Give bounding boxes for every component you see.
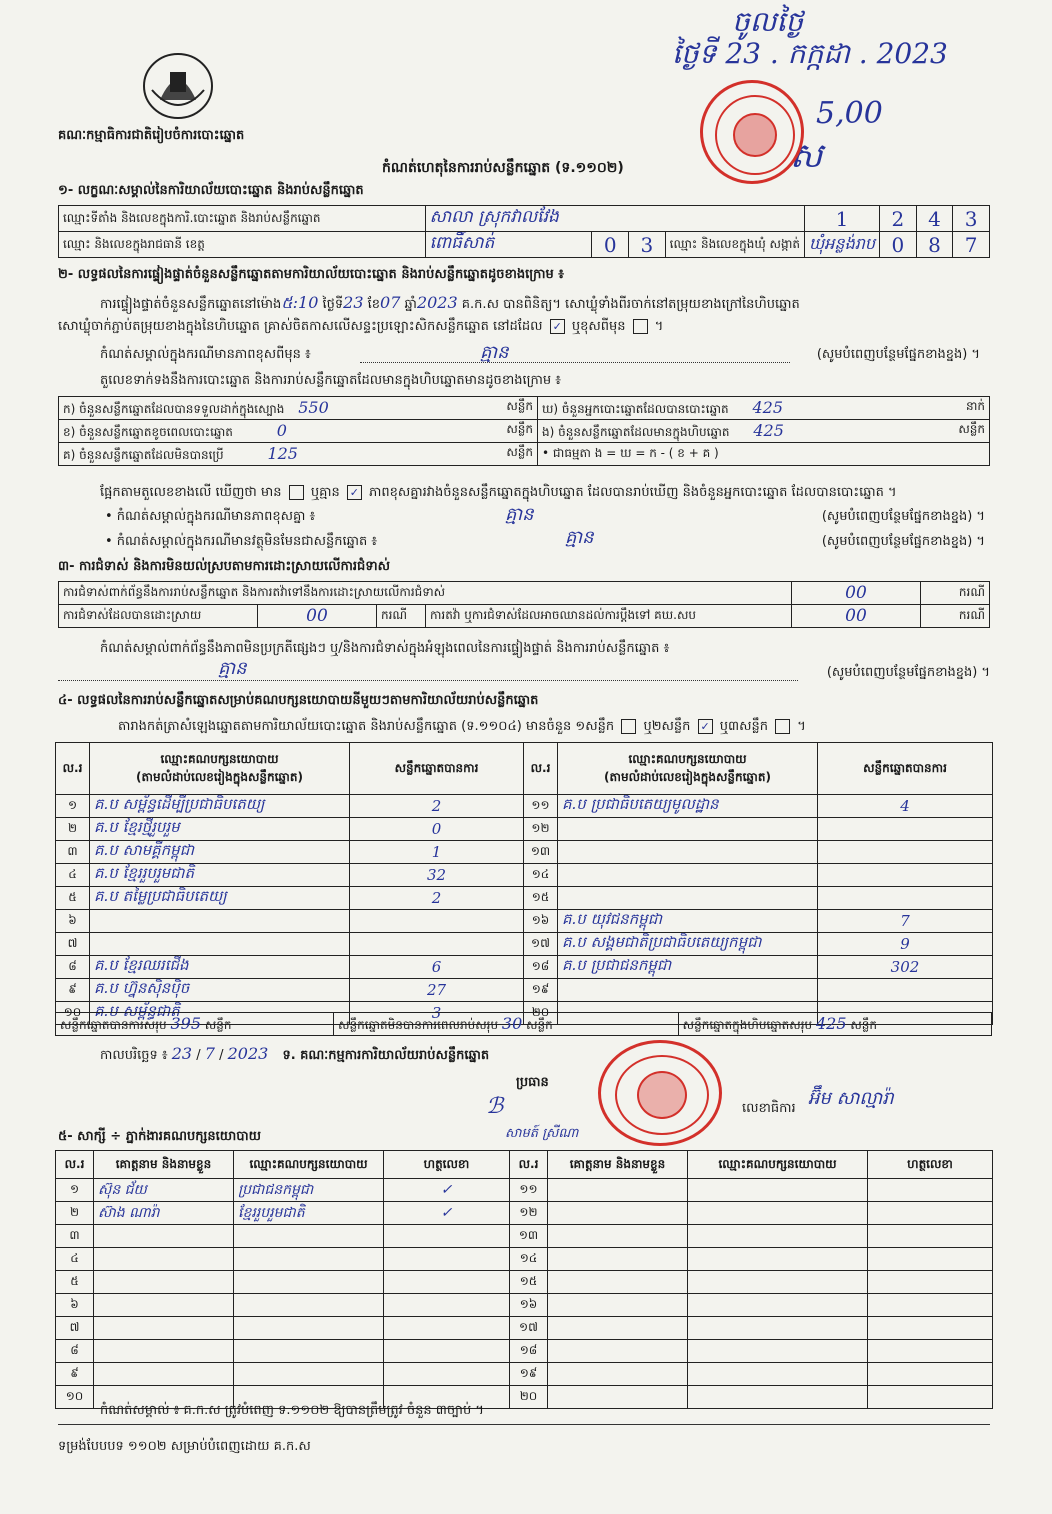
vote-count <box>818 887 993 910</box>
no: ១៦ <box>510 1294 548 1317</box>
commune-value: ឃុំអន្លង់រាប <box>805 232 880 258</box>
witness-signature <box>868 1225 993 1248</box>
appeal-value: 00 <box>792 605 921 628</box>
witness-signature <box>384 1271 510 1294</box>
vote-count: 1 <box>350 841 524 864</box>
party-name <box>558 818 818 841</box>
no: ២ <box>56 1202 94 1225</box>
resolved-value: 00 <box>258 605 377 628</box>
section3-note-value: គ្មាន <box>218 658 247 679</box>
count-value: 425 <box>753 420 784 440</box>
no-discrepancy-checkbox[interactable]: ✓ <box>347 485 362 500</box>
vote-count: 4 <box>818 795 993 818</box>
province-digit: 0 <box>592 232 629 258</box>
table-row <box>56 864 993 887</box>
note2-line: • កំណត់សម្គាល់ក្នុងករណីមានភាពខុសគ្នា ៖ គ្មាន (សូមបំពេញបន្ថែមផ្នែកខាងខ្នង) ។ <box>105 508 985 527</box>
witness-name <box>548 1225 688 1248</box>
section2-title: ២- លទ្ធផលនៃការផ្ទៀងផ្ទាត់ចំនួនសន្លឹកឆ្នោតតាមការិយាល័យបោះឆ្នោត និងរាប់សន្លឹកឆ្នោតដូចខាងក្រោម ៖ <box>58 267 564 282</box>
party-name: គ.ប ហ្វ៊ុនស៊ិនប៉ិច <box>90 979 350 1002</box>
party-name: គ.ប សម្ព័ន្ធដើម្បីប្រជាធិបតេយ្យ <box>90 795 350 818</box>
witness-party <box>688 1225 868 1248</box>
note2-value: គ្មាន <box>505 504 534 525</box>
chair-label: ប្រធាន <box>516 1075 549 1090</box>
no: ១៣ <box>524 841 558 864</box>
witness-signature <box>384 1363 510 1386</box>
handwritten-received: ចូលថ្ងៃ <box>732 5 804 38</box>
objection-table: ការជំទាស់ពាក់ព័ន្ធនឹងការរាប់សន្លឹកឆ្នោត និងការតវ៉ាទៅនឹងការដោះស្រាយលើការជំទាស់ 00 ករណី ការជំទាស់ដែលបានដោះស្រាយ 00 ករណី ការតវ៉ា ឬការជំទាស់ដែលអាចឈានដល់ការប្ដឹងទៅ គឃ.សប 00 ករណី <box>58 581 990 628</box>
no: ៥ <box>56 1271 94 1294</box>
verification-line: ការផ្ទៀងផ្ទាត់ចំនួនសន្លឹកឆ្នោតនៅម៉ោង៥:10 ថ្ងៃទី23 ខែ07 ឆ្នាំ2023 គ.ក.ស បានពិនិត្យ។ សោឃ្លុំទាំងពីរចាក់នៅតម្រុយខាងក្រៅនៃហិបឆ្នោត <box>100 293 800 312</box>
resolved-label: ការជំទាស់ដែលបានដោះស្រាយ <box>59 605 258 628</box>
no: ២ <box>56 818 90 841</box>
no: ៨ <box>56 1340 94 1363</box>
party-name <box>558 841 818 864</box>
verify-time: ៥:10 <box>281 293 319 312</box>
commune-digit: 8 <box>916 232 953 258</box>
witness-signature <box>868 1179 993 1202</box>
witness-party <box>688 1363 868 1386</box>
vote-count: 2 <box>350 887 524 910</box>
no: ២០ <box>510 1386 548 1409</box>
no: ៤ <box>56 1248 94 1271</box>
witness-party <box>234 1271 384 1294</box>
document-page: គណៈកម្មាធិការជាតិរៀបចំការបោះឆ្នោត ចូលថ្ងៃ ថ្ងៃទី 23 . កក្កដា . 2023 5,00 ស កំណត់ហេតុនៃការរាប់សន្លឹកឆ្នោត (ទ.១១០២) ១- លក្ខណៈសម្គាល់នៃការិយាល័យបោះឆ្នោត និងរាប់សន្លឹកឆ្នោត ឈ្មោះទីតាំង និងលេខក្នុងការិ.បោះឆ្នោត និងរាប់សន្លឹកឆ្នោត សាលា ស្រុកវាលវែង 1 2 4 3 ឈ្មោះ និងលេខក្នុងរាជធានី ខេត្ត ពោធិ៍សាត់ 0 3 ឈ្មោះ និងលេខក្នុងឃុំ សង្កាត់ ឃុំអន្លង់រាប 0 8 7 ២- លទ្ធផលនៃការផ្ទៀងផ្ទាត់ចំនួនសន្លឹកឆ្នោតតាមការិយាល័យបោះឆ្នោត និងរាប់សន្លឹកឆ្នោតដូចខាងក្រោម ៖ ការផ្ទៀងផ្ទាត់ចំនួនសន្លឹកឆ្នោតនៅម៉ោង៥:10 ថ្ងៃទី23 ខែ07 ឆ្នាំ2023 គ.ក.ស បានពិនិត្យ។ សោឃ្លុំទាំងពីរចាក់នៅតម្រុយខាងក្រៅនៃហិបឆ្នោត សោឃ្លុំចាក់ភ្ជាប់តម្រុយខាងក្នុងនៃហិបឆ្នោត គ្រាស់ចិតកាសលើសន្ទះប្រឡោះសិកសន្លឹកឆ្នោត នៅដដែល ✓ ឬខុសពីមុន ។ កំណត់សម្គាល់ក្នុងករណីមានភាពខុសពីមុន ៖ គ្មាន (សូមបំពេញបន្ថែមផ្នែកខាងខ្នង) ។ តួលេខទាក់ទងនឹងការបោះឆ្នោត និងការរាប់សន្លឹកឆ្នោតដែលមានក្នុងហិបឆ្នោតមានដូចខាងក្រោម ៖ ក) ចំនួនសន្លឹកឆ្នោតដែលបានទទួលដាក់ក្នុងស្បោង 550 សន្លឹក ឃ) ចំនួនអ្នកបោះឆ្នោតដែលបានបោះឆ្នោត 425 នាក់ ខ) ចំនួនសន្លឹកឆ្នោតខូចពេលបោះឆ្នោត 0 សន្លឹក ង) ចំនួនសន្លឹកឆ្នោតដែលមានក្នុងហិបឆ្នោត 425 សន្លឹក គ) ចំនួនសន្លឹកឆ្នោតដែលមិនបានប្រើ 125 សន្លឹក • ជាធម្មតា ង = ឃ = ក - ( ខ + គ ) ផ្អែកតាមតួលេខខាងលើ ឃើញថា មាន ឬគ្មាន ✓ ភាពខុសគ្នារវាងចំនួនសន្លឹកឆ្នោតក្នុងហិបឆ្នោត ដែលបានរាប់ឃើញ និងចំនួនអ្នកបោះឆ្នោត ដែលបានបោះឆ្នោត ។ • កំណត់សម្គាល់ក្នុងករណីមានភាពខុសគ្នា ៖ គ្មាន (សូមបំពេញបន្ថែមផ្នែកខាងខ្នង) ។ • កំណត់សម្គាល់ក្នុងករណីមានវត្ថុមិនមែនជាសន្លឹកឆ្នោត ៖ គ្មាន (សូមបំពេញបន្ថែមផ្នែកខាងខ្នង) ។ ៣- ការជំទាស់ និងការមិនយល់ស្របតាមការដោះស្រាយលើការជំទាស់ ការជំទាស់ពាក់ព័ន្ធនឹងការរាប់សន្លឹកឆ្នោត និងការតវ៉ាទៅនឹងការដោះស្រាយលើការជំទាស់ 00 ករណី ការជំទាស់ដែលបានដោះស្រាយ 00 ករណី ការតវ៉ា ឬការជំទាស់ដែលអាចឈានដល់ការប្ដឹងទៅ គឃ.សប 00 ករណី កំណត់សម្គាល់ពាក់ព័ន្ធនឹងភាពមិនប្រក្រតីផ្សេងៗ ឬ/និងការជំទាស់ក្នុងអំឡុងពេលនៃការផ្ទៀងផ្ទាត់ និងការរាប់សន្លឹកឆ្នោត ៖ គ្មាន (សូមបំពេញបន្ថែមផ្នែកខាងខ្នង) ។ ៤- លទ្ធផលនៃការរាប់សន្លឹកឆ្នោតសម្រាប់គណបក្សនយោបាយនីមួយៗតាមការិយាល័យរាប់សន្លឹកឆ្នោត តារាងកត់ត្រាសំឡេងឆ្នោតតាមការិយាល័យបោះឆ្នោត និងរាប់សន្លឹកឆ្នោត (ទ.១១០៤) មានចំនួន ១សន្លឹក ឬ២សន្លឹក ✓ ឬ៣សន្លឹក ។ ល.រ ឈ្មោះគណបក្សនយោបាយ (តាមលំដាប់លេខរៀងក្នុងសន្លឹកឆ្នោត) សន្លឹកឆ្នោតបានការ ល.រ ឈ្មោះគណបក្សនយោបាយ (តាមលំដាប់លេខរៀងក្នុងសន្លឹកឆ្នោត) សន្លឹកឆ្នោតបានការ ១ គ.ប សម្ព័ន្ធដើម្បីប្រជាធិបតេយ្យ 2 ១១ គ.ប ប្រជាធិបតេយ្យមូលដ្ឋាន 4 ២ គ.ប ខ្មែរថ្មីរួបរួម 0 ១២ ៣ គ.ប សាមគ្គីកម្ពុជា 1 ១៣ ៤ គ.ប ខ្មែររួបរួមជាតិ 32 ១៤ ៥ គ.ប តម្លៃប្រជាធិបតេយ្យ 2 ១៥ ៦ ១៦ គ.ប យុវជនកម្ពុជា 7 ៧ ១៧ គ.ប សង្គមជាតិប្រជាធិបតេយ្យកម្ពុជា 9 ៨ គ.ប ខ្មែរឈរជើង 6 ១៨ គ.ប ប្រជាជនកម្ពុជា 302 ៩ គ.ប ហ្វ៊ុនស៊ិនប៉ិច 27 ១៩ ១០ គ.ប សម្ព័ន្ធជាតិ 3 ២០ សន្លឹកឆ្នោតបានការសរុប 395 សន្លឹក សន្លឹកឆ្នោតមិនបានការពេលរាប់សរុប 30 សន្លឹក សន្លឹកឆ្នោតក្នុងហិបឆ្នោតសរុប 425 សន្លឹក កាលបរិច្ឆេទ ៖ 23 / 7 / 2023 ទ. គណៈកម្មការការិយាល័យរាប់សន្លឹកឆ្នោត ប្រធាន ℬ សាមត៍ ស្រីណា លេខាធិការ អ៊ឹម សាល្មារ៉ា ៥- សាក្សី ÷ ភ្នាក់ងារគណបក្សនយោបាយ ល.រ គោត្តនាម និងនាមខ្លួន ឈ្មោះគណបក្សនយោបាយ ហត្ថលេខា ល.រ គោត្តនាម និងនាមខ្លួន ឈ្មោះគណបក្សនយោបាយ ហត្ថលេខា ១ ស៊ុន ជ័យ ប្រជាជនកម្ពុជា ✓ ១១ ២ ស៊ាង ណារ៉ា ខ្មែររួបរួមជាតិ ✓ ១២ ៣ ១៣ ៤ ១៤ ៥ ១៥ ៦ ១៦ ៧ ១៧ ៨ ១៨ ៩ ១៩ ១០ ២០ កំណត់សម្គាល់ ៖ គ.ក.ស ត្រូវបំពេញ ទ.១១០២ ឱ្យបានត្រឹមត្រូវ ចំនួន ៣ច្បាប់ ។ ទម្រង់បែបបទ ១១០២ សម្រាប់បំពេញដោយ គ.ក.ស <box>0 0 1052 1514</box>
no: ៧ <box>56 933 90 956</box>
section4-title: ៤- លទ្ធផលនៃការរាប់សន្លឹកឆ្នោតសម្រាប់គណបក្សនយោបាយនីមួយៗតាមការិយាល័យរាប់សន្លឹកឆ្នោត <box>58 693 539 708</box>
witness-party <box>688 1179 868 1202</box>
witness-name <box>94 1363 234 1386</box>
witness-party <box>234 1363 384 1386</box>
secretary-label: លេខាធិការ <box>742 1101 796 1116</box>
witness-signature <box>868 1363 993 1386</box>
section1-title: ១- លក្ខណៈសម្គាល់នៃការិយាល័យបោះឆ្នោត និងរាប់សន្លឹកឆ្នោត <box>58 183 364 198</box>
count-value: 0 <box>276 420 287 440</box>
committee-stamp-icon <box>598 1040 722 1146</box>
table-row <box>56 956 993 979</box>
commune-digit: 0 <box>880 232 917 258</box>
no: ១៩ <box>510 1363 548 1386</box>
no: ១ <box>56 1179 94 1202</box>
nec-emblem-icon <box>140 50 216 122</box>
witness-signature <box>384 1294 510 1317</box>
note1-value: គ្មាន <box>480 342 509 363</box>
same-checkbox[interactable]: ✓ <box>550 319 565 334</box>
objection-value: 00 <box>792 582 921 605</box>
secretary-name: អ៊ឹម សាល្មារ៉ា <box>808 1088 894 1109</box>
party-name: គ.ប សម្ព័ន្ធជាតិ <box>90 1002 350 1025</box>
vote-count <box>818 864 993 887</box>
no: ១៦ <box>524 910 558 933</box>
province-label: ឈ្មោះ និងលេខក្នុងរាជធានី ខេត្ត <box>59 232 426 258</box>
chair-name: សាមត៍ ស្រីណា <box>505 1126 579 1141</box>
form-title: កំណត់ហេតុនៃការរាប់សន្លឹកឆ្នោត (ទ.១១០២) <box>382 160 624 176</box>
witness-name <box>94 1340 234 1363</box>
no: ១៧ <box>524 933 558 956</box>
no: ១៨ <box>524 956 558 979</box>
committee-name: គណៈកម្មាធិការជាតិរៀបចំការបោះឆ្នោត <box>58 128 245 143</box>
objection-label: ការជំទាស់ពាក់ព័ន្ធនឹងការរាប់សន្លឹកឆ្នោត និងការតវ៉ាទៅនឹងការដោះស្រាយលើការជំទាស់ <box>59 582 792 605</box>
no: ៥ <box>56 887 90 910</box>
witness-party <box>688 1248 868 1271</box>
vote-count: 7 <box>818 910 993 933</box>
party-name: គ.ប ប្រជាជនកម្ពុជា <box>558 956 818 979</box>
witness-name: ស៊ុន ជ័យ <box>94 1179 234 1202</box>
signature-date-line: កាលបរិច្ឆេទ ៖ 23 / 7 / 2023 ទ. គណៈកម្មការការិយាល័យរាប់សន្លឹកឆ្នោត <box>100 1044 490 1063</box>
party-name <box>558 864 818 887</box>
witness-name <box>548 1363 688 1386</box>
no: ១៧ <box>510 1317 548 1340</box>
witness-name <box>548 1248 688 1271</box>
handwritten-initials: ស <box>790 136 823 176</box>
sign-year: 2023 <box>227 1044 269 1063</box>
vote-count: 27 <box>350 979 524 1002</box>
party-name <box>90 910 350 933</box>
no: ២០ <box>524 1002 558 1025</box>
witness-name <box>548 1179 688 1202</box>
table-row <box>56 841 993 864</box>
verify-year: 2023 <box>416 293 458 312</box>
no: ១០ <box>56 1002 90 1025</box>
section5-title: ៥- សាក្សី ÷ ភ្នាក់ងារគណបក្សនយោបាយ <box>58 1129 261 1144</box>
no: ៣ <box>56 841 90 864</box>
witness-name <box>94 1248 234 1271</box>
witness-party <box>234 1340 384 1363</box>
sign-day: 23 <box>171 1044 193 1063</box>
location-value: សាលា ស្រុកវាលវែង <box>425 206 804 232</box>
location-digit: 4 <box>916 206 953 232</box>
section3-note: កំណត់សម្គាល់ពាក់ព័ន្ធនឹងភាពមិនប្រក្រតីផ្សេងៗ ឬ/និងការជំទាស់ក្នុងអំឡុងពេលនៃការផ្ទៀងផ្ទាត់ និងការរាប់សន្លឹកឆ្នោត ៖ <box>100 641 670 656</box>
party-name <box>90 933 350 956</box>
witness-signature <box>384 1317 510 1340</box>
witness-signature <box>384 1340 510 1363</box>
chair-signature: ℬ <box>486 1094 504 1119</box>
table-row <box>56 1248 993 1271</box>
has-discrepancy-checkbox[interactable] <box>289 485 304 500</box>
witness-name <box>548 1294 688 1317</box>
vote-count: 32 <box>350 864 524 887</box>
two-sheet-checkbox[interactable]: ✓ <box>698 719 713 734</box>
witness-signature <box>384 1248 510 1271</box>
verify-month: 07 <box>380 293 401 312</box>
section1-table <box>58 205 990 258</box>
witness-party <box>234 1248 384 1271</box>
no: ១០ <box>56 1386 94 1409</box>
party-name: គ.ប យុវជនកម្ពុជា <box>558 910 818 933</box>
results-table: ល.រ ឈ្មោះគណបក្សនយោបាយ (តាមលំដាប់លេខរៀងក្នុងសន្លឹកឆ្នោត) សន្លឹកឆ្នោតបានការ ល.រ ឈ្មោះគណបក្សនយោបាយ (តាមលំដាប់លេខរៀងក្នុងសន្លឹកឆ្នោត) សន្លឹកឆ្នោតបានការ ១ គ.ប សម្ព័ន្ធដើម្បីប្រជាធិបតេយ្យ 2 ១១ គ.ប ប្រជាធិបតេយ្យមូលដ្ឋាន 4 ២ គ.ប ខ្មែរថ្មីរួបរួម 0 ១២ ៣ គ.ប សាមគ្គីកម្ពុជា 1 ១៣ ៤ គ.ប ខ្មែររួបរួមជាតិ 32 ១៤ ៥ គ.ប តម្លៃប្រជាធិបតេយ្យ 2 ១៥ ៦ ១៦ គ.ប យុវជនកម្ពុជា 7 ៧ ១៧ គ.ប សង្គមជាតិប្រជាធិបតេយ្យកម្ពុជា 9 ៨ គ.ប ខ្មែរឈរជើង 6 ១៨ គ.ប ប្រជាជនកម្ពុជា 302 ៩ គ.ប ហ្វ៊ុនស៊ិនប៉ិច 27 ១៩ ១០ គ.ប សម្ព័ន្ធជាតិ 3 ២០ <box>55 742 993 1025</box>
no: ១២ <box>510 1202 548 1225</box>
table-row <box>56 1363 993 1386</box>
party-name <box>558 887 818 910</box>
witness-table: ល.រ គោត្តនាម និងនាមខ្លួន ឈ្មោះគណបក្សនយោបាយ ហត្ថលេខា ល.រ គោត្តនាម និងនាមខ្លួន ឈ្មោះគណបក្សនយោបាយ ហត្ថលេខា ១ ស៊ុន ជ័យ ប្រជាជនកម្ពុជា ✓ ១១ ២ ស៊ាង ណារ៉ា ខ្មែររួបរួមជាតិ ✓ ១២ ៣ ១៣ ៤ ១៤ ៥ ១៥ ៦ ១៦ ៧ ១៧ ៨ ១៨ ៩ ១៩ ១០ ២០ <box>55 1150 993 1409</box>
commune-digit: 7 <box>953 232 990 258</box>
witness-signature: ✓ <box>384 1202 510 1225</box>
witness-party <box>234 1294 384 1317</box>
no: ១៨ <box>510 1340 548 1363</box>
no: ១១ <box>510 1179 548 1202</box>
province-digit: 3 <box>629 232 666 258</box>
witness-party <box>234 1225 384 1248</box>
no: ១១ <box>524 795 558 818</box>
no: ១២ <box>524 818 558 841</box>
commune-label: ឈ្មោះ និងលេខក្នុងឃុំ សង្កាត់ <box>665 232 804 258</box>
totals-table: សន្លឹកឆ្នោតបានការសរុប 395 សន្លឹក សន្លឹកឆ្នោតមិនបានការពេលរាប់សរុប 30 សន្លឹក សន្លឹកឆ្នោតក្នុងហិបឆ្នោតសរុប 425 សន្លឹក <box>55 1012 992 1036</box>
vote-count: 2 <box>350 795 524 818</box>
party-name: គ.ប ខ្មែររួបរួមជាតិ <box>90 864 350 887</box>
table-row <box>56 1340 993 1363</box>
no: ៩ <box>56 979 90 1002</box>
location-digit: 1 <box>805 206 880 232</box>
counts-intro: តួលេខទាក់ទងនឹងការបោះឆ្នោត និងការរាប់សន្លឹកឆ្នោតដែលមានក្នុងហិបឆ្នោតមានដូចខាងក្រោម ៖ <box>100 373 561 388</box>
table-row <box>56 1179 993 1202</box>
tally-sheet-line: តារាងកត់ត្រាសំឡេងឆ្នោតតាមការិយាល័យបោះឆ្នោត និងរាប់សន្លឹកឆ្នោត (ទ.១១០៤) មានចំនួន ១សន្លឹក ឬ២សន្លឹក ✓ ឬ៣សន្លឹក ។ <box>118 719 806 734</box>
handwritten-date: ថ្ងៃទី 23 . កក្កដា . 2023 <box>672 37 948 70</box>
count-value: 550 <box>298 397 329 417</box>
witness-signature <box>868 1248 993 1271</box>
table-row <box>56 1294 993 1317</box>
total-valid: 395 <box>170 1013 202 1033</box>
witness-party <box>688 1271 868 1294</box>
vote-count <box>350 933 524 956</box>
vote-count: 6 <box>350 956 524 979</box>
table-row <box>56 818 993 841</box>
one-sheet-checkbox[interactable] <box>621 719 636 734</box>
witness-signature <box>868 1340 993 1363</box>
table-row <box>56 795 993 818</box>
discrepancy-line: ផ្អែកតាមតួលេខខាងលើ ឃើញថា មាន ឬគ្មាន ✓ ភាពខុសគ្នារវាងចំនួនសន្លឹកឆ្នោតក្នុងហិបឆ្នោត ដែលបានរាប់ឃើញ និងចំនួនអ្នកបោះឆ្នោត ដែលបានបោះឆ្នោត ។ <box>100 485 897 500</box>
witness-signature <box>868 1294 993 1317</box>
province-value: ពោធិ៍សាត់ <box>425 232 592 258</box>
vote-count: 0 <box>350 818 524 841</box>
witness-party <box>688 1202 868 1225</box>
table-row <box>56 933 993 956</box>
party-name <box>558 979 818 1002</box>
table-row <box>56 1317 993 1340</box>
table-row <box>56 979 993 1002</box>
location-label: ឈ្មោះទីតាំង និងលេខក្នុងការិ.បោះឆ្នោត និងរាប់សន្លឹកឆ្នោត <box>59 206 426 232</box>
count-value: 125 <box>267 443 298 463</box>
witness-name <box>548 1317 688 1340</box>
footer-form: ទម្រង់បែបបទ ១១០២ សម្រាប់បំពេញដោយ គ.ក.ស <box>58 1439 311 1454</box>
vote-count: 9 <box>818 933 993 956</box>
no: ៨ <box>56 956 90 979</box>
witness-name <box>94 1294 234 1317</box>
witness-name <box>548 1340 688 1363</box>
sign-month: 7 <box>204 1044 215 1063</box>
table-row <box>56 1202 993 1225</box>
no: ១៣ <box>510 1225 548 1248</box>
no: ១៥ <box>510 1271 548 1294</box>
no: ១៥ <box>524 887 558 910</box>
three-sheet-checkbox[interactable] <box>775 719 790 734</box>
footer-note: កំណត់សម្គាល់ ៖ គ.ក.ស ត្រូវបំពេញ ទ.១១០២ ឱ្យបានត្រឹមត្រូវ ចំនួន ៣ច្បាប់ ។ <box>100 1403 484 1418</box>
different-checkbox[interactable] <box>633 319 648 334</box>
location-digit: 3 <box>953 206 990 232</box>
no: ៦ <box>56 910 90 933</box>
section3-title: ៣- ការជំទាស់ និងការមិនយល់ស្របតាមការដោះស្រាយលើការជំទាស់ <box>58 559 390 574</box>
vote-count <box>818 979 993 1002</box>
no: ១៤ <box>510 1248 548 1271</box>
no: ៩ <box>56 1363 94 1386</box>
counts-table: ក) ចំនួនសន្លឹកឆ្នោតដែលបានទទួលដាក់ក្នុងស្បោង 550 សន្លឹក ឃ) ចំនួនអ្នកបោះឆ្នោតដែលបានបោះឆ្នោត 425 នាក់ ខ) ចំនួនសន្លឹកឆ្នោតខូចពេលបោះឆ្នោត 0 សន្លឹក ង) ចំនួនសន្លឹកឆ្នោតដែលមានក្នុងហិបឆ្នោត 425 សន្លឹក គ) ចំនួនសន្លឹកឆ្នោតដែលមិនបានប្រើ 125 សន្លឹក • ជាធម្មតា ង = ឃ = ក - ( ខ + គ ) <box>58 396 990 466</box>
witness-signature <box>868 1317 993 1340</box>
no: ១៤ <box>524 864 558 887</box>
party-name: គ.ប ខ្មែរឈរជើង <box>90 956 350 979</box>
verify-day: 23 <box>343 293 364 312</box>
total-invalid: 30 <box>501 1013 523 1033</box>
party-name: គ.ប សាមគ្គីកម្ពុជា <box>90 841 350 864</box>
appeal-label: ការតវ៉ា ឬការជំទាស់ដែលអាចឈានដល់ការប្ដឹងទៅ គឃ.សប <box>426 605 792 628</box>
no: ១៩ <box>524 979 558 1002</box>
vote-count: 302 <box>818 956 993 979</box>
witness-name <box>94 1271 234 1294</box>
vote-count <box>350 910 524 933</box>
witness-party <box>688 1340 868 1363</box>
party-name: គ.ប ខ្មែរថ្មីរួបរួម <box>90 818 350 841</box>
witness-party <box>688 1386 868 1409</box>
witness-name <box>548 1202 688 1225</box>
party-name: គ.ប តម្លៃប្រជាធិបតេយ្យ <box>90 887 350 910</box>
note1-line: កំណត់សម្គាល់ក្នុងករណីមានភាពខុសពីមុន ៖ គ្មាន (សូមបំពេញបន្ថែមផ្នែកខាងខ្នង) ។ <box>100 346 980 365</box>
witness-name <box>94 1317 234 1340</box>
witness-name <box>548 1386 688 1409</box>
no: ១ <box>56 795 90 818</box>
party-name: គ.ប សង្គមជាតិប្រជាធិបតេយ្យកម្ពុជា <box>558 933 818 956</box>
table-row <box>56 1271 993 1294</box>
vote-count <box>818 841 993 864</box>
witness-name: ស៊ាង ណារ៉ា <box>94 1202 234 1225</box>
witness-signature: ✓ <box>384 1179 510 1202</box>
table-row <box>56 910 993 933</box>
no: ៣ <box>56 1225 94 1248</box>
witness-party <box>688 1294 868 1317</box>
note3-value: គ្មាន <box>565 527 594 548</box>
table-row <box>56 887 993 910</box>
witness-party: ប្រជាជនកម្ពុជា <box>234 1179 384 1202</box>
witness-party <box>688 1317 868 1340</box>
official-stamp-icon <box>700 80 804 184</box>
no: ៤ <box>56 864 90 887</box>
witness-party: ខ្មែររួបរួមជាតិ <box>234 1202 384 1225</box>
count-value: 425 <box>752 397 783 417</box>
no: ៦ <box>56 1294 94 1317</box>
table-row <box>56 1225 993 1248</box>
witness-signature <box>868 1386 993 1409</box>
vote-count: 3 <box>350 1002 524 1025</box>
no: ៧ <box>56 1317 94 1340</box>
witness-name <box>94 1225 234 1248</box>
seal-line: សោឃ្លុំចាក់ភ្ជាប់តម្រុយខាងក្នុងនៃហិបឆ្នោត គ្រាស់ចិតកាសលើសន្ទះប្រឡោះសិកសន្លឹកឆ្នោត នៅដដែល ✓ ឬខុសពីមុន ។ <box>58 319 664 334</box>
party-name: គ.ប ប្រជាធិបតេយ្យមូលដ្ឋាន <box>558 795 818 818</box>
handwritten-time: 5,00 <box>816 96 883 131</box>
witness-signature <box>384 1225 510 1248</box>
witness-name <box>548 1271 688 1294</box>
witness-party <box>234 1317 384 1340</box>
note3-line: • កំណត់សម្គាល់ក្នុងករណីមានវត្ថុមិនមែនជាសន្លឹកឆ្នោត ៖ គ្មាន (សូមបំពេញបន្ថែមផ្នែកខាងខ្នង) ។ <box>105 533 985 552</box>
total-box: 425 <box>815 1013 847 1033</box>
witness-signature <box>868 1271 993 1294</box>
location-digit: 2 <box>880 206 917 232</box>
witness-signature <box>868 1202 993 1225</box>
vote-count <box>818 818 993 841</box>
